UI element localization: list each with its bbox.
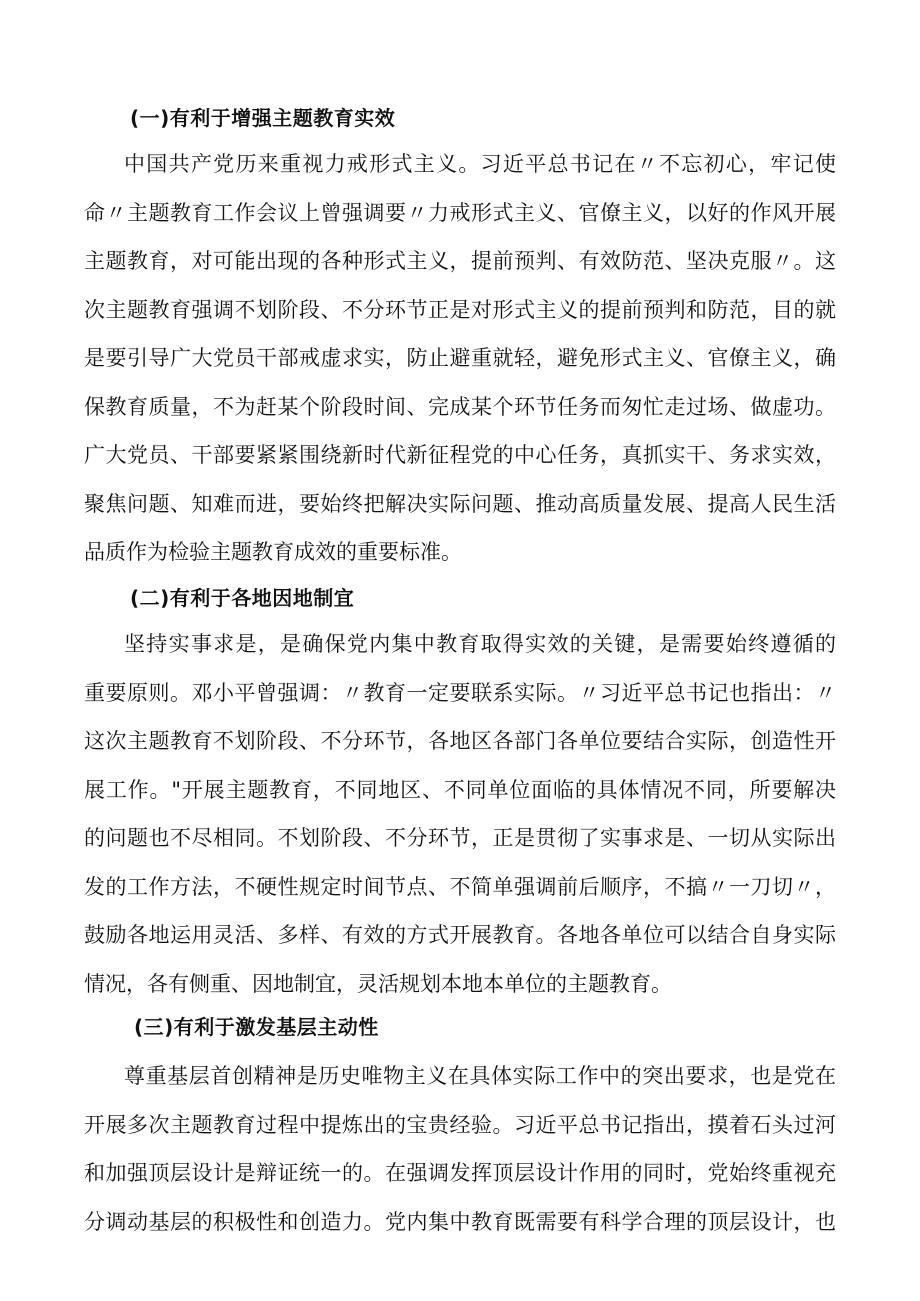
paragraph-line: 这次主题教育不划阶段、不分环节，各地区各部门各单位要结合实际，创造性开 <box>84 729 836 753</box>
paragraph-line: 的问题也不尽相同。不划阶段、不分环节，正是贯彻了实事求是、一切从实际出 <box>84 826 836 850</box>
section-body-1 <box>84 140 836 577</box>
section-heading-3: (三)有利于激发基层主动性 <box>134 1015 379 1039</box>
paragraph-line: 重要原则。邓小平曾强调：〃教育一定要联系实际。〃习近平总书记也指出：〃 <box>84 680 836 705</box>
paragraph-line: 保教育质量，不为赶某个阶段时间、完成某个环节任务而匆忙走过场、做虚功。 <box>84 394 836 419</box>
paragraph-line: 尊重基层首创精神是历史唯物主义在具体实际工作中的突出要求，也是党在 <box>124 1064 836 1088</box>
section-body-2 <box>84 620 836 1008</box>
paragraph-line: 展工作。"开展主题教育，不同地区、不同单位面临的具体情况不同，所要解决 <box>84 777 836 802</box>
paragraph-line: 聚焦问题、知难而进，要始终把解决实际问题、推动高质量发展、提高人民生活 <box>84 491 836 516</box>
paragraph-line: 情况，各有侧重、因地制宜，灵活规划本地本单位的主题教育。 <box>84 971 672 996</box>
paragraph-line: 鼓励各地运用灵活、多样、有效的方式开展教育。各地各单位可以结合自身实际 <box>84 923 836 947</box>
section-heading-1: (一)有利于增强主题教育实效 <box>130 106 396 130</box>
paragraph-line: 中国共产党历来重视力戒形式主义。习近平总书记在〃不忘初心，牢记使 <box>124 152 836 176</box>
section-heading-2: (二)有利于各地因地制宜 <box>130 586 355 610</box>
paragraph-line: 和加强顶层设计是辩证统一的。在强调发挥顶层设计作用的同时，党始终重视充 <box>84 1161 836 1185</box>
paragraph-line: 次主题教育强调不划阶段、不分环节正是对形式主义的提前预判和防范，目的就 <box>84 297 836 322</box>
paragraph-line: 主题教育，对可能出现的各种形式主义，提前预判、有效防范、坚决克服〃。这 <box>84 249 836 273</box>
paragraph-line: 发的工作方法，不硬性规定时间节点、不简单强调前后顺序，不搞〃一刀切〃， <box>84 874 836 899</box>
paragraph-line: 是要引导广大党员干部戒虚求实，防止避重就轻，避免形式主义、官僚主义，确 <box>84 346 836 370</box>
paragraph-line: 开展多次主题教育过程中提炼出的宝贵经验。习近平总书记指出，摸着石头过河 <box>84 1112 836 1137</box>
section-body-3 <box>84 1052 836 1246</box>
paragraph-line: 命〃主题教育工作会议上曾强调要〃力戒形式主义、官僚主义，以好的作风开展 <box>84 200 836 225</box>
paragraph-line: 广大党员、干部要紧紧围绕新时代新征程党的中心任务，真抓实干、务求实效， <box>84 443 836 467</box>
paragraph-line: 坚持实事求是，是确保党内集中教育取得实效的关键，是需要始终遵循的 <box>124 632 836 656</box>
paragraph-line: 分调动基层的积极性和创造力。党内集中教育既需要有科学合理的顶层设计，也 <box>84 1209 836 1234</box>
paragraph-line: 品质作为检验主题教育成效的重要标准。 <box>84 540 462 564</box>
